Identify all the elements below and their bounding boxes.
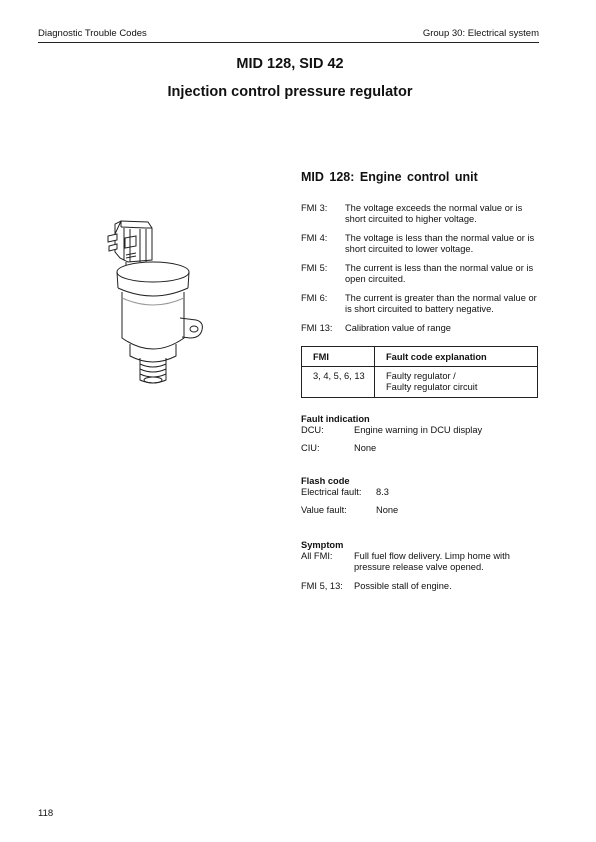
fault-code-table xyxy=(301,346,538,398)
fault-indication-heading: Fault indication xyxy=(301,414,370,424)
item-value: Engine warning in DCU display xyxy=(354,425,483,435)
fault-indication-section xyxy=(301,414,482,461)
explanation-cell xyxy=(375,367,538,398)
fmi-list xyxy=(301,203,541,342)
symptom-item xyxy=(301,581,541,592)
fmi-description: The current is greater than the normal value or is short circuited to battery negative. xyxy=(345,293,537,314)
page-title-name: Injection control pressure regulator xyxy=(167,84,413,100)
page-number: 118 xyxy=(38,808,54,819)
fmi-item xyxy=(301,233,541,255)
symptom-item xyxy=(301,551,541,573)
fmi-description: The voltage exceeds the normal value or is short circuited to higher voltage. xyxy=(345,203,523,224)
header-divider xyxy=(38,42,539,43)
fmi-description: Calibration value of range xyxy=(345,323,451,333)
fault-indication-item xyxy=(301,425,482,436)
column-header-fmi: FMI xyxy=(302,347,375,367)
item-key: All FMI: xyxy=(301,551,333,561)
fmi-codes-cell: 3, 4, 5, 6, 13 xyxy=(302,367,375,398)
item-key: Electrical fault: xyxy=(301,487,362,497)
fmi-description: The current is less than the normal value or is open circuited. xyxy=(345,263,534,284)
pressure-regulator-illustration xyxy=(100,212,212,390)
fault-indication-item xyxy=(301,443,482,454)
explanation-line: Faulty regulator circuit xyxy=(386,382,478,392)
fmi-description: The voltage is less than the normal value or is short circuited to lower voltage. xyxy=(345,233,535,254)
item-key: Value fault: xyxy=(301,505,347,515)
flash-code-section xyxy=(301,476,398,523)
fmi-item xyxy=(301,203,541,225)
fmi-item xyxy=(301,293,541,315)
item-value: Full fuel flow delivery. Limp home with pressure release valve opened. xyxy=(354,551,510,572)
item-key: FMI 5, 13: xyxy=(301,581,343,591)
item-value: None xyxy=(376,505,399,515)
flash-code-heading: Flash code xyxy=(301,476,350,486)
symptom-section xyxy=(301,540,541,600)
column-header-explanation: Fault code explanation xyxy=(375,347,538,367)
table-row xyxy=(302,367,538,398)
item-key: DCU: xyxy=(301,425,324,435)
item-value: 8.3 xyxy=(376,487,389,497)
flash-code-item xyxy=(301,487,398,498)
fmi-code: FMI 6: xyxy=(301,293,328,303)
explanation-line: Faulty regulator / xyxy=(386,371,456,381)
item-key: CIU: xyxy=(301,443,320,453)
page-title-code: MID 128, SID 42 xyxy=(236,56,344,72)
item-value: None xyxy=(354,443,377,453)
fmi-code: FMI 4: xyxy=(301,233,328,243)
fmi-code: FMI 5: xyxy=(301,263,328,273)
table-header-row xyxy=(302,347,538,367)
section-title: MID 128: Engine control unit xyxy=(301,170,478,184)
fmi-code: FMI 13: xyxy=(301,323,333,333)
fmi-item xyxy=(301,263,541,285)
item-value: Possible stall of engine. xyxy=(354,581,452,591)
header-left-text: Diagnostic Trouble Codes xyxy=(38,28,147,39)
flash-code-item xyxy=(301,505,398,516)
fmi-code: FMI 3: xyxy=(301,203,328,213)
symptom-heading: Symptom xyxy=(301,540,344,550)
header-right-text: Group 30: Electrical system xyxy=(422,28,539,39)
fmi-item xyxy=(301,323,541,334)
